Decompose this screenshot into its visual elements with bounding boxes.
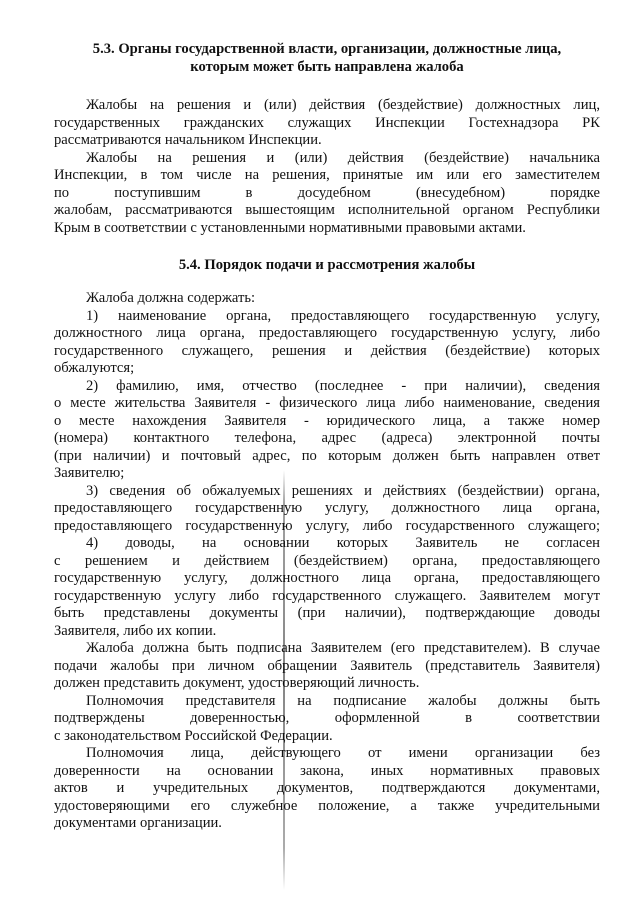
list-item-line: Заявителя, либо их копии. [54, 623, 217, 639]
list-item-line: быть представлены документы (при наличии), подтверждающие доводы [54, 605, 600, 621]
list-item-line: государственного служащего, решения и действия (бездействие) которых [54, 343, 600, 359]
paragraph-line: должен представить документ, удостоверяющий личность. [54, 675, 420, 691]
list-item-line: 2) фамилию, имя, отчество (последнее - при наличии), сведения [86, 378, 600, 394]
paragraph-line: рассматриваются начальником Инспекции. [54, 132, 322, 148]
paragraph-line: Жалобы на решения и (или) действия (бездействие) должностных лиц, [86, 97, 600, 113]
paragraph-line: Полномочия лица, действующего от имени организации без [86, 745, 600, 761]
paragraph-line: документами организации. [54, 815, 222, 831]
paragraph-line: с законодательством Российской Федерации. [54, 728, 333, 744]
list-item-line: должностного лица органа, предоставляющего государственную услугу, либо [54, 325, 600, 341]
paragraph-line: Крым в соответствии с установленными нормативными правовыми актами. [54, 220, 526, 236]
list-item-line: Заявителю; [54, 465, 125, 481]
paragraph-line: подтверждены доверенностью, оформленной в соответствии [54, 710, 600, 726]
paragraph-line: удостоверяющими его служебное положение, а также учредительными [54, 798, 600, 814]
list-item-line: о месте жительства Заявителя - физического лица либо наименование, сведения [54, 395, 600, 411]
list-item-line: (номера) контактного телефона, адрес (адреса) электронной почты [54, 430, 600, 446]
section-5-3-heading-line-2: которым может быть направлена жалоба [190, 59, 464, 75]
paragraph-line: государственных гражданских служащих Инспекции Гостехнадзора РК [54, 115, 600, 131]
paragraph-line: Жалобы на решения и (или) действия (бездействие) начальника [86, 150, 600, 166]
list-item-line: 3) сведения об обжалуемых решениях и действиях (бездействии) органа, [86, 483, 600, 499]
list-item-line: (при наличии) и почтовый адрес, по которым должен быть направлен ответ [54, 448, 600, 464]
paragraph-line: Полномочия представителя на подписание жалобы должны быть [86, 693, 600, 709]
list-item-line: с решением и действием (бездействием) органа, предоставляющего [54, 553, 600, 569]
section-5-4-heading: 5.4. Порядок подачи и рассмотрения жалобы [178, 257, 476, 273]
paragraph-line: подачи жалобы при личном обращении Заявитель (представитель Заявителя) [54, 658, 600, 674]
list-item-line: предоставляющего государственную услугу, должностного лица органа, [54, 500, 600, 516]
paragraph-line: по поступившим в досудебном (внесудебном) порядке [54, 185, 600, 201]
paragraph-line: доверенности на основании закона, иных нормативных правовых [54, 763, 600, 779]
section-5-3-heading-line-1: 5.3. Органы государственной власти, организации, должностные лица, [92, 41, 562, 57]
list-item-line: обжалуются; [54, 360, 135, 376]
list-item-line: государственную услугу, должностного лица органа, предоставляющего [54, 570, 600, 586]
list-item-line: о месте нахождения Заявителя - юридического лица, а также номер [54, 413, 600, 429]
paragraph-line: жалобам, рассматриваются вышестоящим исполнительной органом Республики [54, 202, 600, 218]
paragraph-line: Жалоба должна быть подписана Заявителем (его представителем). В случае [86, 640, 600, 656]
list-item-line: предоставляющего государственную услугу, либо государственного служащего; [54, 518, 600, 534]
list-item-line: 4) доводы, на основании которых Заявитель не согласен [86, 535, 600, 551]
paragraph-line: актов и учредительных документов, подтверждаются документами, [54, 780, 600, 796]
list-item-line: государственную услугу либо государственного служащего. Заявителем могут [54, 588, 600, 604]
paragraph-line: Жалоба должна содержать: [86, 290, 256, 306]
paragraph-line: Инспекции, в том числе на решения, принятые им или его заместителем [54, 167, 600, 183]
list-item-line: 1) наименование органа, предоставляющего государственную услугу, [86, 308, 600, 324]
